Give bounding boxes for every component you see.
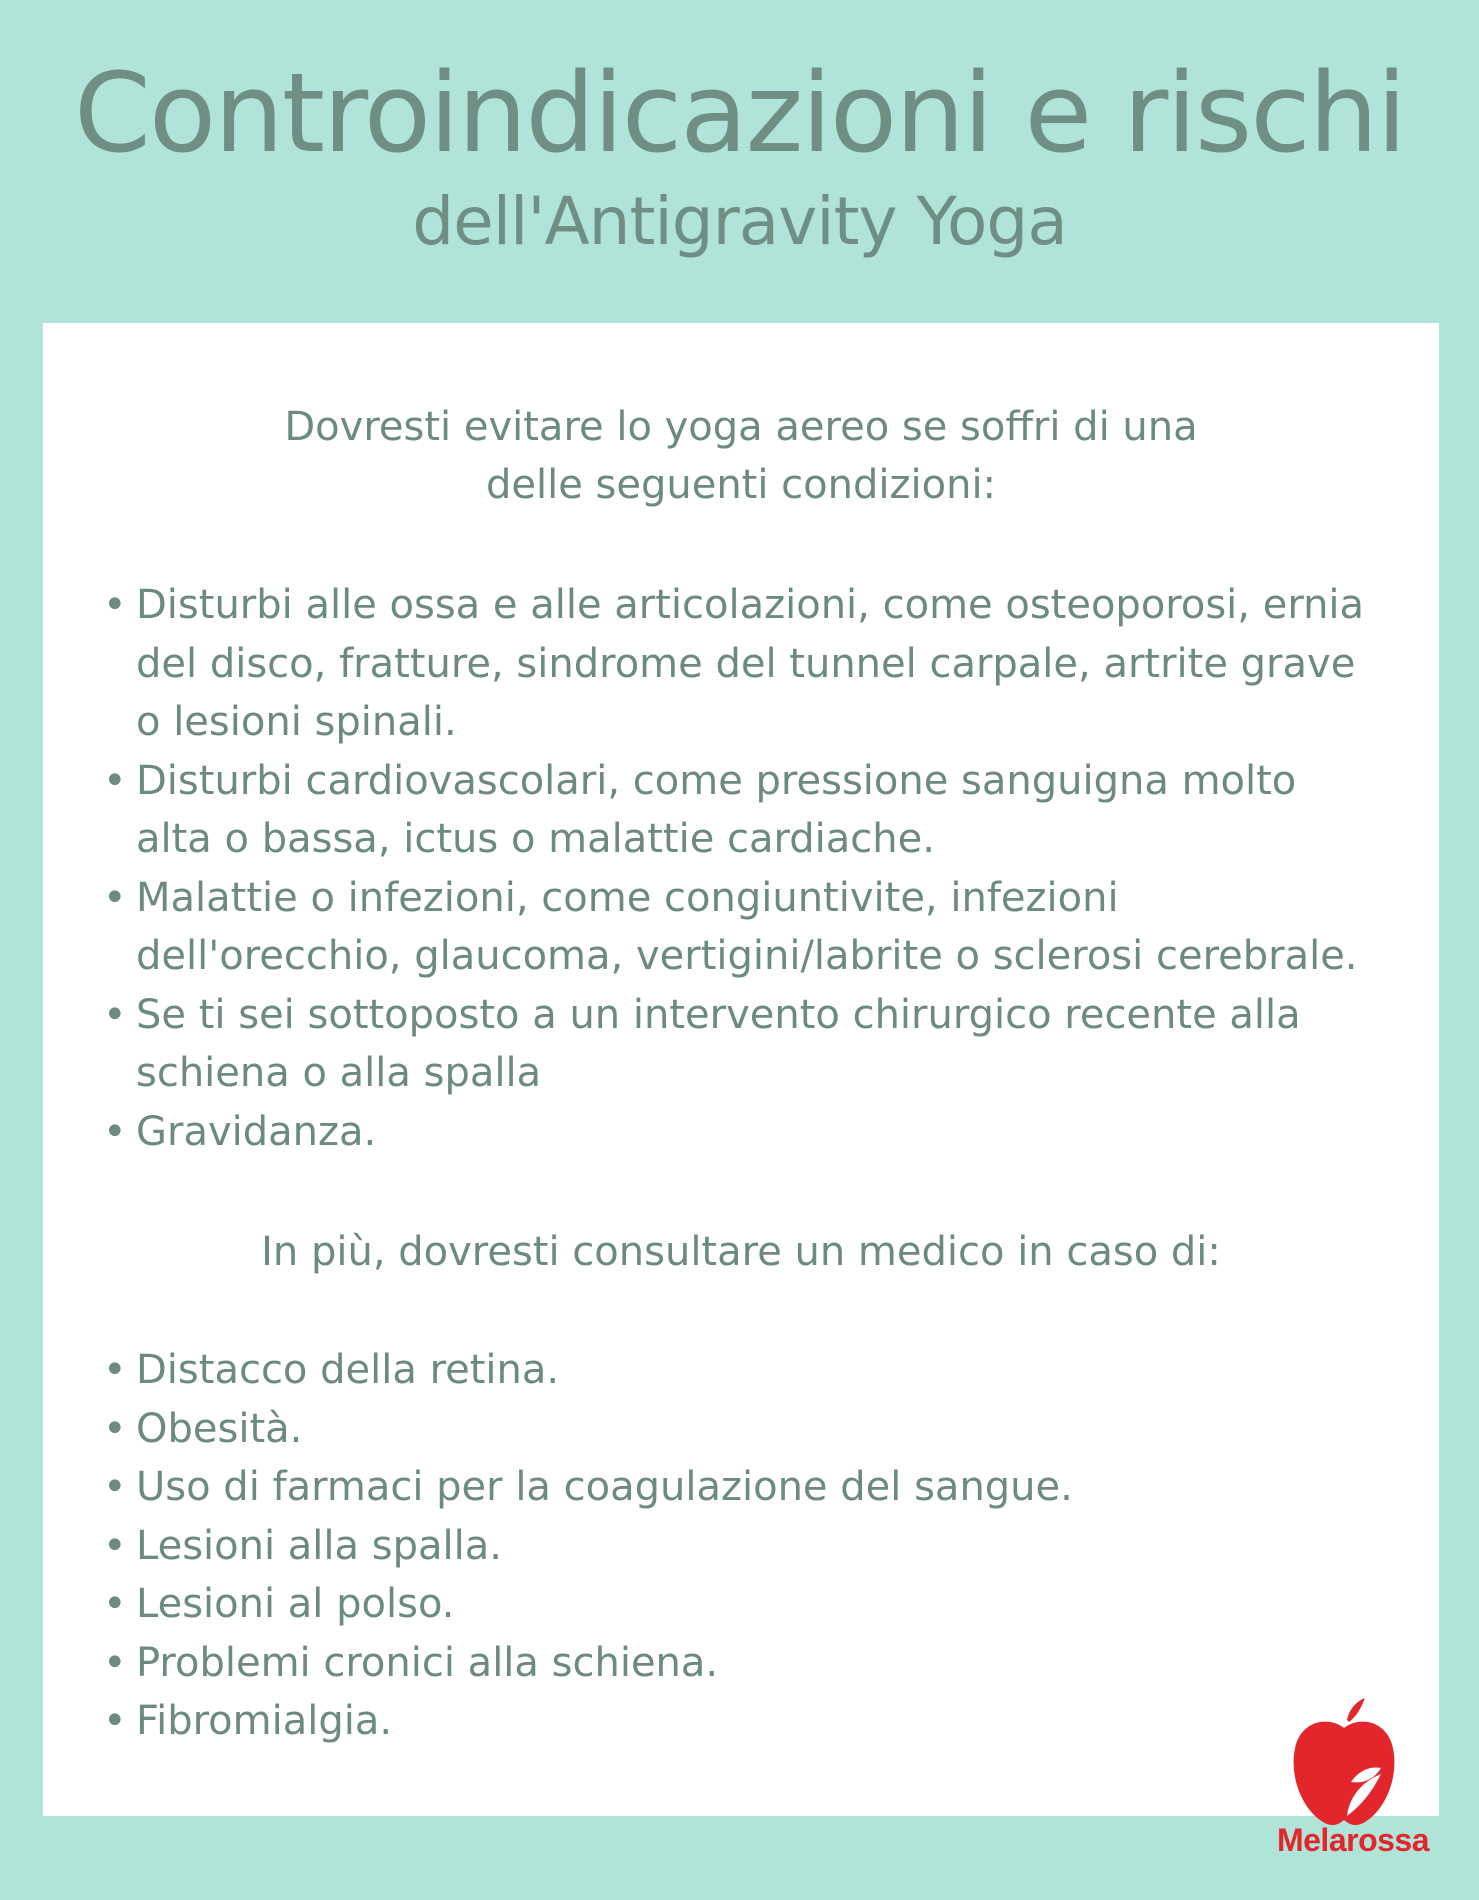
list-item: • Malattie o infezioni, come congiuntivite, infezioni dell'orecchio, glaucoma, vertigini/labrite o sclerosi cerebrale. [103, 869, 1379, 986]
list-item: • Uso di farmaci per la coagulazione del sangue. [103, 1458, 1379, 1517]
intro-line-1: Dovresti evitare lo yoga aereo se soffri di una [284, 404, 1198, 450]
brand-name: Melarossa [1276, 1822, 1429, 1858]
list-item: • Se ti sei sottoposto a un intervento chirurgico recente alla schiena o alla spalla [103, 986, 1379, 1103]
consult-list [103, 1341, 1379, 1751]
list-item: • Gravidanza. [103, 1103, 1379, 1162]
list-item: • Fibromialgia. [103, 1692, 1379, 1751]
page-subtitle: dell'Antigravity Yoga [412, 183, 1067, 260]
list-item: • Disturbi alle ossa e alle articolazioni, come osteoporosi, ernia del disco, fratture, sindrome del tunnel carpale, artrite grave o lesioni spinali. [103, 576, 1379, 752]
conditions-list [103, 576, 1379, 1161]
page-title: Controindicazioni e rischi [74, 49, 1405, 177]
list-item: • Disturbi cardiovascolari, come pressione sanguigna molto alta o bassa, ictus o malattie cardiache. [103, 752, 1379, 869]
intro-text [43, 398, 1439, 514]
brand-logo [1249, 1698, 1429, 1858]
list-item: • Obesità. [103, 1400, 1379, 1459]
intro-line-2: delle seguenti condizioni: [485, 462, 997, 508]
apple-icon [1289, 1698, 1399, 1830]
list-item: • Lesioni al polso. [103, 1575, 1379, 1634]
content-card [43, 323, 1439, 1816]
list-item: • Lesioni alla spalla. [103, 1517, 1379, 1576]
header [0, 0, 1479, 320]
consult-heading: In più, dovresti consultare un medico in caso di: [261, 1229, 1221, 1275]
list-item: • Distacco della retina. [103, 1341, 1379, 1400]
list-item: • Problemi cronici alla schiena. [103, 1634, 1379, 1693]
